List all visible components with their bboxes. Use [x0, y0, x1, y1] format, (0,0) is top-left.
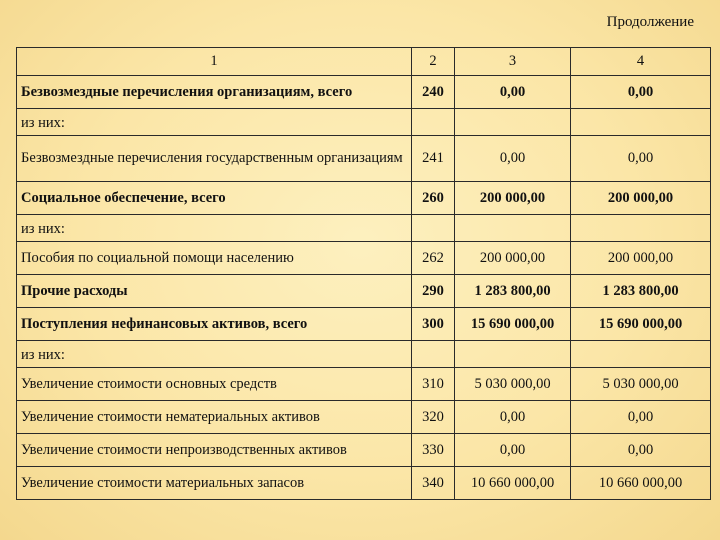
- row-code: 330: [412, 434, 455, 467]
- row-code: [412, 341, 455, 368]
- header-col-3: 3: [455, 48, 571, 76]
- header-col-4: 4: [571, 48, 711, 76]
- row-value-3: 0,00: [455, 76, 571, 109]
- row-name: Увеличение стоимости непроизводственных активов: [17, 434, 412, 467]
- row-code: 290: [412, 275, 455, 308]
- row-value-4: 200 000,00: [571, 182, 711, 215]
- table-row: [17, 368, 711, 401]
- row-value-3: 200 000,00: [455, 242, 571, 275]
- row-value-3: [455, 341, 571, 368]
- row-value-4: 0,00: [571, 76, 711, 109]
- table-row: [17, 109, 711, 136]
- row-code: 240: [412, 76, 455, 109]
- row-code: 340: [412, 467, 455, 500]
- table-row: [17, 467, 711, 500]
- row-code: [412, 109, 455, 136]
- row-name: из них:: [17, 341, 412, 368]
- table-row: [17, 182, 711, 215]
- row-value-4: 15 690 000,00: [571, 308, 711, 341]
- row-code: 310: [412, 368, 455, 401]
- row-name: Поступления нефинансовых активов, всего: [17, 308, 412, 341]
- budget-table: [16, 47, 711, 500]
- row-name: Увеличение стоимости материальных запасов: [17, 467, 412, 500]
- row-value-4: [571, 109, 711, 136]
- table-row: [17, 401, 711, 434]
- row-code: [412, 215, 455, 242]
- row-name: Увеличение стоимости основных средств: [17, 368, 412, 401]
- table-row: [17, 434, 711, 467]
- row-value-4: [571, 341, 711, 368]
- row-value-4: 5 030 000,00: [571, 368, 711, 401]
- row-name: Безвозмездные перечисления организациям, всего: [17, 76, 412, 109]
- row-name: Пособия по социальной помощи населению: [17, 242, 412, 275]
- row-code: 260: [412, 182, 455, 215]
- row-value-3: 0,00: [455, 136, 571, 182]
- row-name: [17, 136, 412, 182]
- row-name-text: Безвозмездные перечисления государственным организациям: [21, 150, 403, 166]
- row-code: 320: [412, 401, 455, 434]
- row-value-3: 1 283 800,00: [455, 275, 571, 308]
- table-row: [17, 76, 711, 109]
- table-row: [17, 341, 711, 368]
- row-value-4: 0,00: [571, 401, 711, 434]
- row-value-4: [571, 215, 711, 242]
- row-value-3: 10 660 000,00: [455, 467, 571, 500]
- table-row: [17, 242, 711, 275]
- row-value-3: [455, 109, 571, 136]
- row-value-4: 0,00: [571, 136, 711, 182]
- row-code: 241: [412, 136, 455, 182]
- row-name: Прочие расходы: [17, 275, 412, 308]
- row-value-4: 200 000,00: [571, 242, 711, 275]
- header-col-2: 2: [412, 48, 455, 76]
- row-value-3: 5 030 000,00: [455, 368, 571, 401]
- table-row: [17, 215, 711, 242]
- row-value-3: 0,00: [455, 401, 571, 434]
- row-code: 262: [412, 242, 455, 275]
- row-value-4: 10 660 000,00: [571, 467, 711, 500]
- row-code: 300: [412, 308, 455, 341]
- row-name: из них:: [17, 109, 412, 136]
- table-row: [17, 308, 711, 341]
- row-value-3: 0,00: [455, 434, 571, 467]
- row-value-4: 0,00: [571, 434, 711, 467]
- row-value-3: 200 000,00: [455, 182, 571, 215]
- table-header-row: [17, 48, 711, 76]
- row-value-3: [455, 215, 571, 242]
- table-row: [17, 275, 711, 308]
- row-value-4: 1 283 800,00: [571, 275, 711, 308]
- row-name: Социальное обеспечение, всего: [17, 182, 412, 215]
- row-name: из них:: [17, 215, 412, 242]
- table-row: [17, 136, 711, 182]
- row-name: Увеличение стоимости нематериальных активов: [17, 401, 412, 434]
- row-value-3: 15 690 000,00: [455, 308, 571, 341]
- header-col-1: 1: [17, 48, 412, 76]
- continuation-label: Продолжение: [606, 14, 694, 30]
